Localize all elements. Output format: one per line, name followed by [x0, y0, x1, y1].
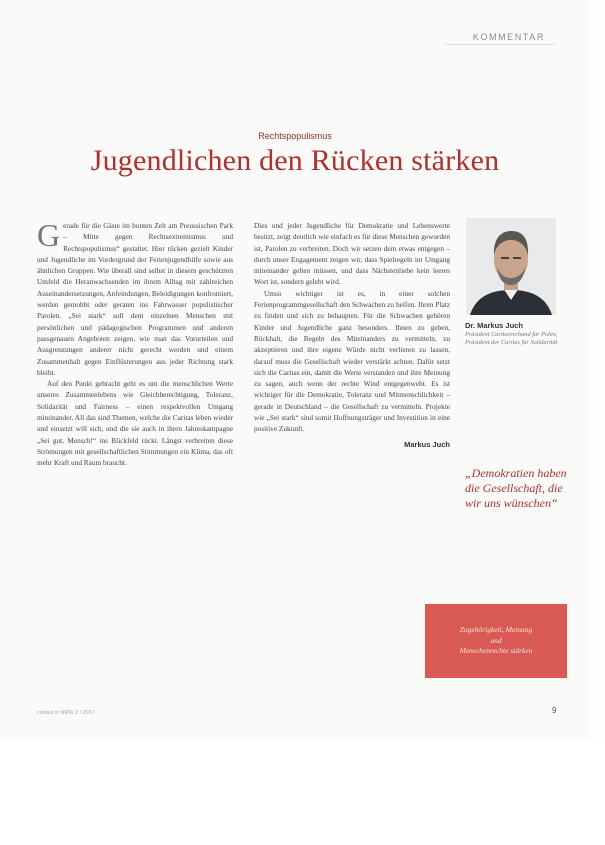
scan-background: [0, 740, 605, 845]
article-column-2: [254, 220, 450, 450]
section-label: KOMMENTAR: [472, 32, 545, 42]
campaign-line-1: Zugehörigkeit, Meinung: [459, 625, 533, 635]
campaign-box: [425, 604, 567, 678]
author-name: Dr. Markus Juch: [465, 321, 523, 330]
article-signature: Markus Juch: [404, 439, 450, 449]
article-column-1: [37, 217, 233, 469]
article-paragraph: Dies und jeder Jugendliche für Demokratie und Lebenswerte besitzt, zeigt deutlich wie einfach es für diese Menschen geworden ist, Parolen zu verbreiten. Doch wir setzen dem etwas entgegen – durch unser Engagement zeigen wir, dass Spielregeln im Umgang miteinander gelten müssen, und dass Nächstenliebe kein leeres Wort ist, sondern gelebt wird.: [254, 221, 450, 287]
pull-quote: „Demokratien haben die Gesellschaft, die wir uns wünschen“: [465, 466, 567, 510]
article-headline: Jugendlichen den Rücken stärken: [90, 144, 500, 177]
drop-cap: G: [37, 217, 61, 253]
author-portrait: [466, 218, 556, 315]
campaign-line-3: Menschenrechte stärken: [459, 646, 533, 656]
header-rule: [445, 44, 555, 45]
article-paragraph: [37, 217, 233, 378]
author-bio: Präsident Caritasverband für Polen, Präsident der Caritas für Solidarität: [465, 331, 558, 346]
article-paragraph: Umso wichtiger ist es, in einer solchen Ferienprogrammgesellschaft den Schwachen zu helfen. Ihren Platz zu finden und sich zu behaupten. Für die Schwachen gehören Kinder und Jugendliche ganz besonders. Ihnen zu geben, Rückhalt, die Regeln des Miteinanders zu vermitteln, zu akzeptieren und ihre eigene Würde nicht verlieren zu lassen, darauf muss die Gesellschaft wieder verstärkt achten. Dafür setzt sich die Caritas ein, damit die Werte verstanden und ihre Meinung zu sagen, auch wenn der rechte Wind entgegenweht. Es ist wichtiger für die Demokratie, Toleranz und Mitmenschlichkeit – gerade in Deutschland – die Gesellschaft zu vermitteln. Projekte wie „Sei stark“ sind somit Hoffnungsträger und Investition in eine positive Zukunft.: [254, 288, 450, 434]
article-kicker: Rechtspopulismus: [258, 131, 332, 141]
campaign-line-2: und: [490, 635, 502, 645]
footer-publication: caritas in NRW 2 / 2017: [37, 710, 95, 716]
article-paragraph: Auf den Punkt gebracht geht es um die menschlichen Werte unseres Zusammenlebens wie Gleichberechtigung, Toleranz, Solidarität und Fairness – einen respektvollen Umgang miteinander. All das sind Themen, welche die Caritas leben wieder und einsetzt will sich, und die sie auch in ihren Jahreskampagne „Sei gut, Mensch!“ ins Blickfeld rückt. Längst verbreiten diese Strömungen mit gesellschaftlichen Stimmungen ein Klima, das oft mehr Kraft und Raum braucht.: [37, 379, 233, 468]
paragraph-text: erade für die Gäste im bunten Zelt am Preussischen Park – Mitte gegen Rechtsextremismus und Rechtspopulismus“ gestaltet. Hier rücken gezielt Kinder und Jugendliche im Vordergrund der Ferienjugendhilfe sowie aus ähnlichen Gruppen. Wie überall sind selbst in diesem geschützten Umfeld die Heranwachsenden im ihrem Alltag mit zahlreichen Auseinandersetzungen, Anfeindungen, Beleidigungen konfrontiert, werden gemobbt oder geraten ins Fahrwasser populistischer Parolen. „Sei stark“ soll dem einzelnen Menschen mit persönlichen und pädagogischen Programmen und anderen passgenauen Angeboten zeigen, wie man das Vorurteilen und Ausgrenzungen anderer nicht gerecht werden und einem Zusammenhalt gegen Einflüsterungen aus jeder Richtung stark bleibt.: [37, 221, 233, 377]
page-number: 9: [552, 706, 557, 715]
author-photo-image: [466, 218, 556, 315]
